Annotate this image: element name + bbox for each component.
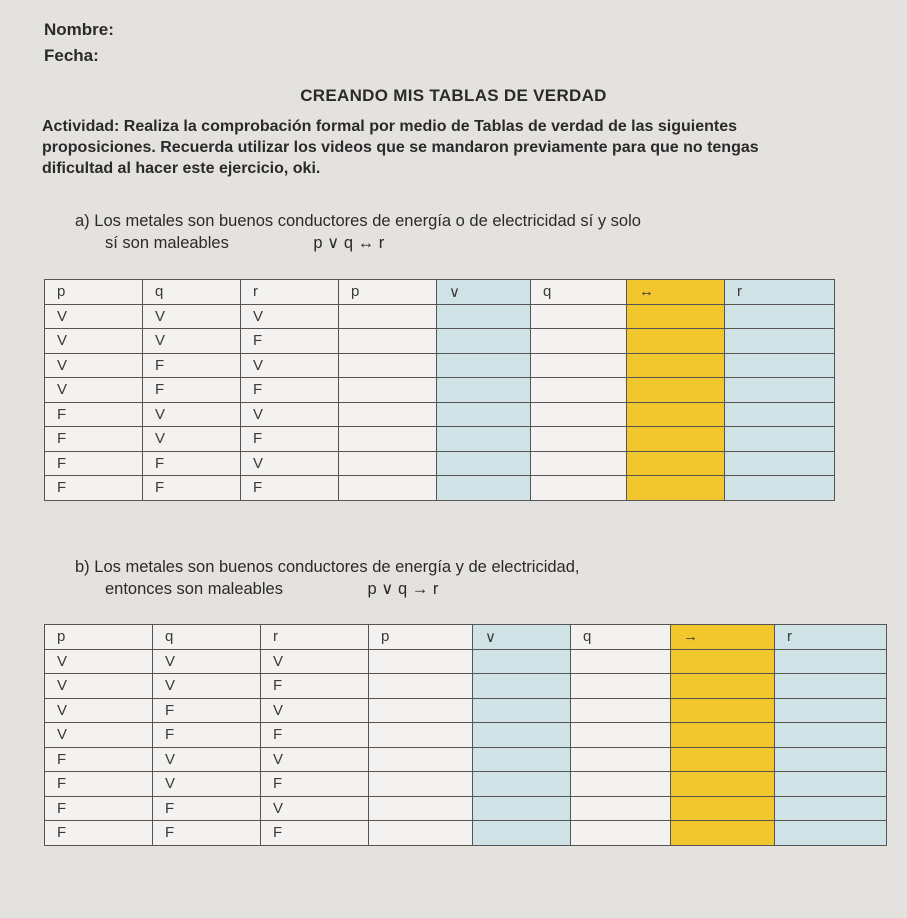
page-title: CREANDO MIS TABLAS DE VERDAD [300, 86, 607, 105]
table-b-row [45, 747, 887, 772]
table-b-header-cell: p [369, 625, 473, 650]
table-b-blank-cell [571, 821, 671, 846]
table-a-value-cell: F [143, 451, 241, 476]
table-b-value-cell: V [153, 747, 261, 772]
table-b-value-cell: V [261, 649, 369, 674]
exercise-a-label: a) [75, 212, 90, 230]
table-a-value-cell: V [241, 402, 339, 427]
table-a-row [45, 329, 835, 354]
table-b-blank-cell [775, 649, 887, 674]
table-a-header-cell: p [45, 280, 143, 305]
table-b-value-cell: V [261, 698, 369, 723]
table-b-value-cell: V [45, 649, 153, 674]
table-a-value-cell: V [143, 329, 241, 354]
table-a-row [45, 402, 835, 427]
table-a-blank-cell [627, 451, 725, 476]
table-b-blank-cell [775, 796, 887, 821]
table-b-blank-cell [473, 698, 571, 723]
table-b-value-cell: V [261, 796, 369, 821]
table-a-value-cell: V [45, 353, 143, 378]
table-a-value-cell: F [241, 427, 339, 452]
table-a-header-cell: q [531, 280, 627, 305]
table-a-blank-cell [437, 353, 531, 378]
table-b-blank-cell [571, 772, 671, 797]
table-b-blank-cell [775, 821, 887, 846]
table-a-value-cell: V [45, 378, 143, 403]
table-b-blank-cell [671, 796, 775, 821]
table-a-value-cell: V [143, 304, 241, 329]
table-a-row [45, 476, 835, 501]
table-a-blank-cell [531, 353, 627, 378]
table-b-blank-cell [473, 723, 571, 748]
exercise-a [75, 210, 815, 254]
table-b-header-cell: q [153, 625, 261, 650]
table-a-value-cell: V [241, 304, 339, 329]
table-b-blank-cell [473, 821, 571, 846]
table-a-blank-cell [725, 353, 835, 378]
table-b-blank-cell [473, 772, 571, 797]
table-a-blank-cell [725, 378, 835, 403]
table-a-blank-cell [339, 329, 437, 354]
table-a-blank-cell [437, 304, 531, 329]
table-b-blank-cell [571, 747, 671, 772]
table-b-blank-cell [775, 698, 887, 723]
table-a-row [45, 353, 835, 378]
table-a-value-cell: F [45, 476, 143, 501]
table-a-value-cell: F [241, 329, 339, 354]
exercise-b [75, 556, 835, 600]
table-b-row [45, 698, 887, 723]
table-a-blank-cell [437, 329, 531, 354]
table-b-blank-cell [775, 747, 887, 772]
exercise-a-formula: p ∨ q ↔ r [313, 234, 385, 252]
table-b-header-cell: ∨ [473, 625, 571, 650]
table-b-value-cell: F [153, 723, 261, 748]
table-a-blank-cell [339, 353, 437, 378]
exercise-a-statement-line2: sí son maleables [105, 234, 229, 252]
table-b-row [45, 821, 887, 846]
table-a-blank-cell [627, 329, 725, 354]
table-b-blank-cell [369, 674, 473, 699]
table-b-value-cell: V [153, 649, 261, 674]
table-a-blank-cell [725, 304, 835, 329]
table-b-header-cell: r [261, 625, 369, 650]
table-b-header-cell: q [571, 625, 671, 650]
table-a-header-cell: r [725, 280, 835, 305]
table-b-blank-cell [775, 674, 887, 699]
table-b-blank-cell [369, 747, 473, 772]
table-a-header-cell: ∨ [437, 280, 531, 305]
table-a-value-cell: F [45, 427, 143, 452]
table-a-blank-cell [531, 476, 627, 501]
exercise-b-statement-line2: entonces son maleables [105, 580, 283, 598]
table-b-blank-cell [369, 698, 473, 723]
table-b-header-cell: p [45, 625, 153, 650]
table-b-blank-cell [775, 723, 887, 748]
table-a-blank-cell [627, 378, 725, 403]
table-b-blank-cell [473, 796, 571, 821]
table-a-blank-cell [725, 476, 835, 501]
table-b-blank-cell [671, 674, 775, 699]
table-a-value-cell: F [241, 378, 339, 403]
table-a-blank-cell [725, 329, 835, 354]
table-b-blank-cell [671, 649, 775, 674]
table-a-blank-cell [437, 451, 531, 476]
table-a-blank-cell [437, 476, 531, 501]
truth-table-b [44, 624, 887, 846]
table-b-value-cell: F [153, 796, 261, 821]
table-b-value-cell: F [45, 772, 153, 797]
table-a-row [45, 378, 835, 403]
table-a-value-cell: F [45, 402, 143, 427]
table-b-value-cell: F [261, 772, 369, 797]
table-a-blank-cell [627, 304, 725, 329]
table-a-value-cell: V [241, 353, 339, 378]
table-b-blank-cell [571, 649, 671, 674]
fecha-label: Fecha: [44, 46, 99, 65]
table-a-blank-cell [725, 402, 835, 427]
table-a-blank-cell [531, 451, 627, 476]
table-a-blank-cell [531, 427, 627, 452]
table-a-value-cell: F [45, 451, 143, 476]
table-a-header-cell: p [339, 280, 437, 305]
table-b-row [45, 649, 887, 674]
table-b-value-cell: V [261, 747, 369, 772]
table-b-blank-cell [571, 796, 671, 821]
table-a-blank-cell [627, 427, 725, 452]
table-b-value-cell: F [153, 698, 261, 723]
table-b-value-cell: F [45, 796, 153, 821]
table-a-value-cell: V [143, 402, 241, 427]
table-a-blank-cell [725, 451, 835, 476]
table-a-value-cell: V [241, 451, 339, 476]
table-b-blank-cell [671, 747, 775, 772]
table-b-blank-cell [369, 821, 473, 846]
table-a-blank-cell [339, 304, 437, 329]
table-a-blank-cell [339, 402, 437, 427]
table-a-blank-cell [531, 304, 627, 329]
table-b-value-cell: F [45, 747, 153, 772]
nombre-label: Nombre: [44, 20, 114, 39]
table-b-blank-cell [775, 772, 887, 797]
table-b-blank-cell [571, 698, 671, 723]
table-b-blank-cell [671, 772, 775, 797]
table-a-value-cell: V [45, 329, 143, 354]
table-a-blank-cell [531, 378, 627, 403]
table-b-value-cell: V [45, 698, 153, 723]
table-a-value-cell: F [143, 353, 241, 378]
exercise-a-statement-line1: Los metales son buenos conductores de energía o de electricidad sí y solo [94, 212, 641, 230]
table-a-value-cell: V [143, 427, 241, 452]
table-b-blank-cell [571, 674, 671, 699]
table-b-value-cell: F [45, 821, 153, 846]
table-a-blank-cell [339, 476, 437, 501]
table-a-header-cell: r [241, 280, 339, 305]
table-a-blank-cell [339, 451, 437, 476]
table-b-row [45, 796, 887, 821]
table-b-blank-cell [369, 772, 473, 797]
table-a-blank-cell [531, 329, 627, 354]
table-a-value-cell: V [45, 304, 143, 329]
table-b-value-cell: V [153, 674, 261, 699]
exercise-b-formula: p ∨ q → r [367, 580, 439, 598]
table-a-blank-cell [437, 427, 531, 452]
table-a-blank-cell [531, 402, 627, 427]
table-a-header-cell: ↔ [627, 280, 725, 305]
table-a-blank-cell [627, 402, 725, 427]
table-a-row [45, 304, 835, 329]
table-b-blank-cell [473, 674, 571, 699]
table-b-value-cell: F [261, 723, 369, 748]
table-b-row [45, 772, 887, 797]
table-b-header-row [45, 625, 887, 650]
table-a-value-cell: F [143, 476, 241, 501]
exercise-b-statement-line1: Los metales son buenos conductores de energía y de electricidad, [94, 558, 580, 576]
table-b-header-cell: r [775, 625, 887, 650]
table-b-value-cell: V [45, 723, 153, 748]
table-a-row [45, 451, 835, 476]
table-a-blank-cell [437, 378, 531, 403]
table-b-value-cell: V [45, 674, 153, 699]
table-b-blank-cell [369, 649, 473, 674]
table-a-blank-cell [339, 427, 437, 452]
table-b-value-cell: F [153, 821, 261, 846]
table-a-blank-cell [437, 402, 531, 427]
table-a-value-cell: F [241, 476, 339, 501]
table-b-row [45, 723, 887, 748]
table-a-header-cell: q [143, 280, 241, 305]
table-a-header-row [45, 280, 835, 305]
table-b-value-cell: V [153, 772, 261, 797]
table-b-blank-cell [473, 747, 571, 772]
activity-instructions: Actividad: Realiza la comprobación formal por medio de Tablas de verdad de las siguientes proposiciones. Recuerda utilizar los videos que se mandaron previamente para que no tengas dificultad al hacer este ejercicio, oki. [42, 118, 759, 177]
table-b-blank-cell [671, 821, 775, 846]
table-a-blank-cell [339, 378, 437, 403]
table-b-blank-cell [571, 723, 671, 748]
table-a-blank-cell [627, 353, 725, 378]
table-b-blank-cell [671, 723, 775, 748]
table-b-blank-cell [473, 649, 571, 674]
table-a-value-cell: F [143, 378, 241, 403]
table-b-blank-cell [369, 723, 473, 748]
table-b-value-cell: F [261, 674, 369, 699]
exercise-b-label: b) [75, 558, 90, 576]
table-b-row [45, 674, 887, 699]
table-b-blank-cell [369, 796, 473, 821]
truth-table-a [44, 279, 835, 501]
table-a-row [45, 427, 835, 452]
table-b-value-cell: F [261, 821, 369, 846]
table-b-blank-cell [671, 698, 775, 723]
table-a-blank-cell [725, 427, 835, 452]
table-b-header-cell: → [671, 625, 775, 650]
table-a-blank-cell [627, 476, 725, 501]
